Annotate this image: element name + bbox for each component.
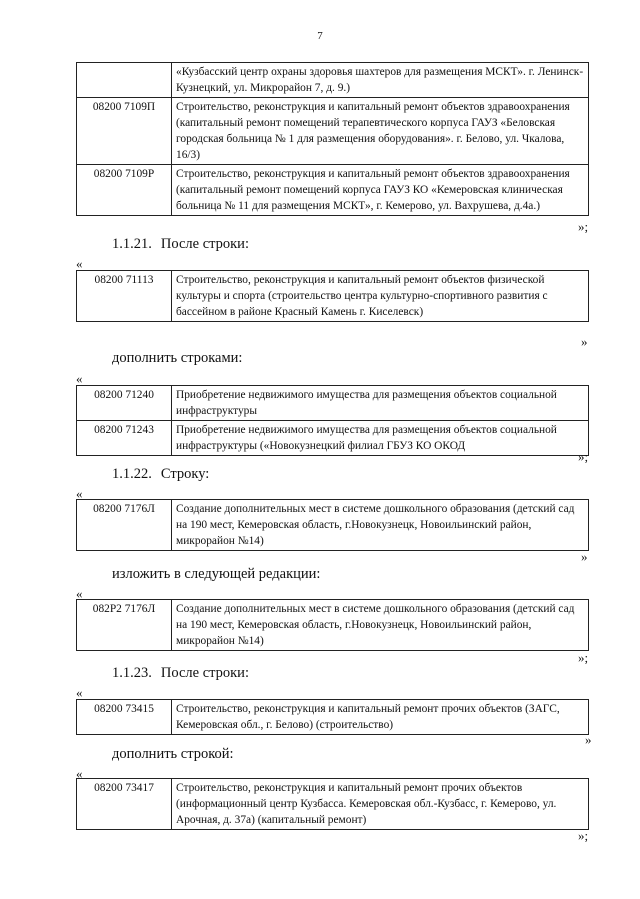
budget-table-continuation [76,62,589,216]
closing-quote: » [581,334,588,349]
code-cell: 08200 71113 [77,271,172,322]
opening-quote: « [76,685,83,700]
closing-quote: » [585,732,592,747]
code-cell: 08200 73415 [77,700,172,735]
description-cell: Создание дополнительных мест в системе дошкольного образования (детский сад на 190 мест, Кемеровская область, г.Новокузнецк, Новоильинский район, микрорайон №14) [172,600,589,651]
page-number: 7 [317,30,323,42]
description-cell: Приобретение недвижимого имущества для размещения объектов социальной инфраструктуры («Новокузнецкий филиал ГБУЗ КО ОКОД [172,421,589,456]
code-cell [77,63,172,98]
section-title: После строки: [160,665,249,681]
code-cell: 08200 7109П [77,98,172,165]
section-heading-1-1-23 [112,665,249,682]
opening-quote: « [76,586,83,601]
instruction-text: дополнить строками: [112,350,243,366]
closing-quote: »; [578,219,589,234]
opening-quote: « [76,766,83,781]
instruction-text: дополнить строкой: [112,746,234,762]
instruction-text: изложить в следующей редакции: [112,566,321,582]
budget-table [76,699,589,735]
code-cell: 08200 73417 [77,779,172,830]
table-row [77,421,589,456]
description-cell: Строительство, реконструкция и капитальный ремонт прочих объектов (информационный центр Кузбасса. Кемеровская обл.-Кузбасс, г. Кемерово, ул. Арочная, д. 37а) (капитальный ремонт) [172,779,589,830]
description-cell: Приобретение недвижимого имущества для размещения объектов социальной инфраструктуры [172,386,589,421]
budget-table [76,270,589,322]
section-number: 1.1.23. [112,665,152,681]
table-row [77,165,589,216]
table-row [77,386,589,421]
section-heading-1-1-21 [112,236,249,253]
section-title: Строку: [160,466,210,482]
code-cell: 08200 7176Л [77,500,172,551]
description-cell: Строительство, реконструкция и капитальный ремонт объектов здравоохранения (капитальный ремонт помещений корпуса ГАУЗ КО «Кемеровская клиническая больница № 11 для размещения МСКТ», г. Кемерово, ул. Вахрушева, д.4а.) [172,165,589,216]
section-heading-1-1-22 [112,466,209,483]
closing-quote: »; [578,650,589,665]
budget-table [76,499,589,551]
closing-quote: »; [578,449,589,464]
table-row [77,700,589,735]
table-row [77,63,589,98]
table-row [77,779,589,830]
budget-table [76,599,589,651]
section-number: 1.1.21. [112,236,152,252]
code-cell: 08200 7109Р [77,165,172,216]
closing-quote: » [581,549,588,564]
description-cell: Строительство, реконструкция и капитальный ремонт объектов здравоохранения (капитальный ремонт помещений терапевтического корпуса ГАУЗ «Беловская городская больница № 1 для размещения оборудования». г. Белово, ул. Чкалова, 16/3) [172,98,589,165]
table-row [77,600,589,651]
opening-quote: « [76,256,83,271]
opening-quote: « [76,486,83,501]
budget-table [76,778,589,830]
code-cell: 08200 71243 [77,421,172,456]
code-cell: 082Р2 7176Л [77,600,172,651]
section-title: После строки: [160,236,249,252]
description-cell: Создание дополнительных мест в системе дошкольного образования (детский сад на 190 мест, Кемеровская область, г.Новокузнецк, Новоильинский район, микрорайон №14) [172,500,589,551]
description-cell: «Кузбасский центр охраны здоровья шахтеров для размещения МСКТ». г. Ленинск-Кузнецкий, ул. Микрорайон 7, д. 9.) [172,63,589,98]
closing-quote: »; [578,828,589,843]
table-row [77,98,589,165]
description-cell: Строительство, реконструкция и капитальный ремонт объектов физической культуры и спорта (строительство центра культурно-спортивного развития с бассейном в районе Красный Камень г. Киселевск) [172,271,589,322]
code-cell: 08200 71240 [77,386,172,421]
opening-quote: « [76,371,83,386]
budget-table [76,385,589,456]
description-cell: Строительство, реконструкция и капитальный ремонт прочих объектов (ЗАГС, Кемеровская обл., г. Белово) (строительство) [172,700,589,735]
table-row [77,271,589,322]
table-row [77,500,589,551]
section-number: 1.1.22. [112,466,152,482]
